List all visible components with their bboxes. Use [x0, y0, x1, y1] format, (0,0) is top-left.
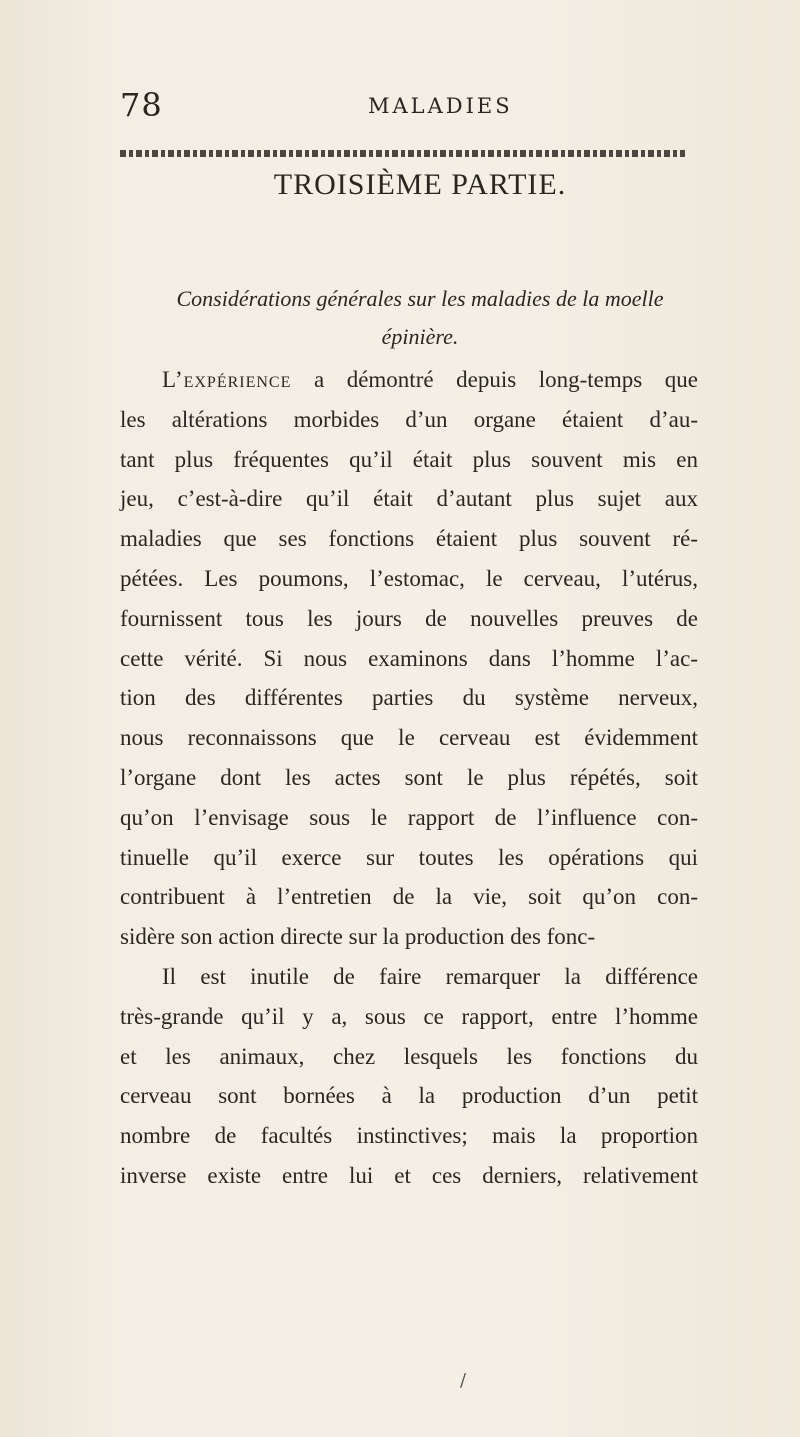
- ornamental-rule: [120, 150, 685, 157]
- subtitle-line-1: Considérations générales sur les maladies de la moelle: [176, 286, 664, 311]
- paragraph-1-line: cette vérité. Si nous examinons dans l’homme l’ac-: [120, 645, 698, 671]
- page-number: 78: [120, 86, 163, 124]
- paragraph-1-line: jeu, c’est-à-dire qu’il était d’autant plus sujet aux: [120, 486, 698, 512]
- paragraph-1-line: pétées. Les poumons, l’estomac, le cerveau, l’utérus,: [120, 565, 698, 591]
- running-head: MALADIES: [368, 94, 513, 118]
- paragraph-1-line: tinuelle qu’il exerce sur toutes les opérations qui: [120, 844, 698, 870]
- page-header: [120, 86, 700, 126]
- stray-mark: /: [460, 1370, 467, 1391]
- paragraph-1-line: fournissent tous les jours de nouvelles preuves de: [120, 605, 698, 631]
- paragraph-2-line: Il est inutile de faire remarquer la différence: [162, 963, 698, 989]
- paragraph-1-line: l’organe dont les actes sont le plus répétés, soit: [120, 764, 698, 790]
- paragraph-1-line: qu’on l’envisage sous le rapport de l’influence con-: [120, 804, 698, 830]
- paragraph-1-line: nous reconnaissons que le cerveau est évidemment: [120, 725, 698, 751]
- paragraph-1-line-1-rest: a démontré depuis long-temps que: [291, 367, 698, 392]
- paragraph-2-line: inverse existe entre lui et ces derniers, relativement: [120, 1162, 698, 1188]
- paragraph-1-line: les altérations morbides d’un organe étaient d’au-: [120, 406, 698, 432]
- paragraph-1-line-1: [120, 360, 698, 400]
- subtitle-line-2: épinière.: [381, 324, 459, 349]
- body-text: [120, 360, 698, 1196]
- paragraph-1-line: sidère son action directe sur la production des fonc-: [120, 924, 596, 950]
- paragraph-2-line: et les animaux, chez lesquels les fonctions du: [120, 1043, 698, 1069]
- paragraph-1-line: tant plus fréquentes qu’il était plus souvent mis en: [120, 446, 698, 472]
- paragraph-2-line: très-grande qu’il y a, sous ce rapport, entre l’homme: [120, 1003, 698, 1029]
- part-title: TROISIÈME PARTIE.: [273, 168, 567, 201]
- paragraph-1-line: maladies que ses fonctions étaient plus souvent ré-: [120, 526, 698, 552]
- section-subtitle: [140, 280, 700, 356]
- paragraph-1-line: contribuent à l’entretien de la vie, soit qu’on con-: [120, 884, 698, 910]
- paragraph-1-line: tion des différentes parties du système nerveux,: [120, 685, 698, 711]
- drop-lead-word: L’expérience: [162, 367, 292, 392]
- paragraph-2-line: cerveau sont bornées à la production d’un petit: [120, 1083, 698, 1109]
- paragraph-2-line: nombre de facultés instinctives; mais la proportion: [120, 1123, 698, 1149]
